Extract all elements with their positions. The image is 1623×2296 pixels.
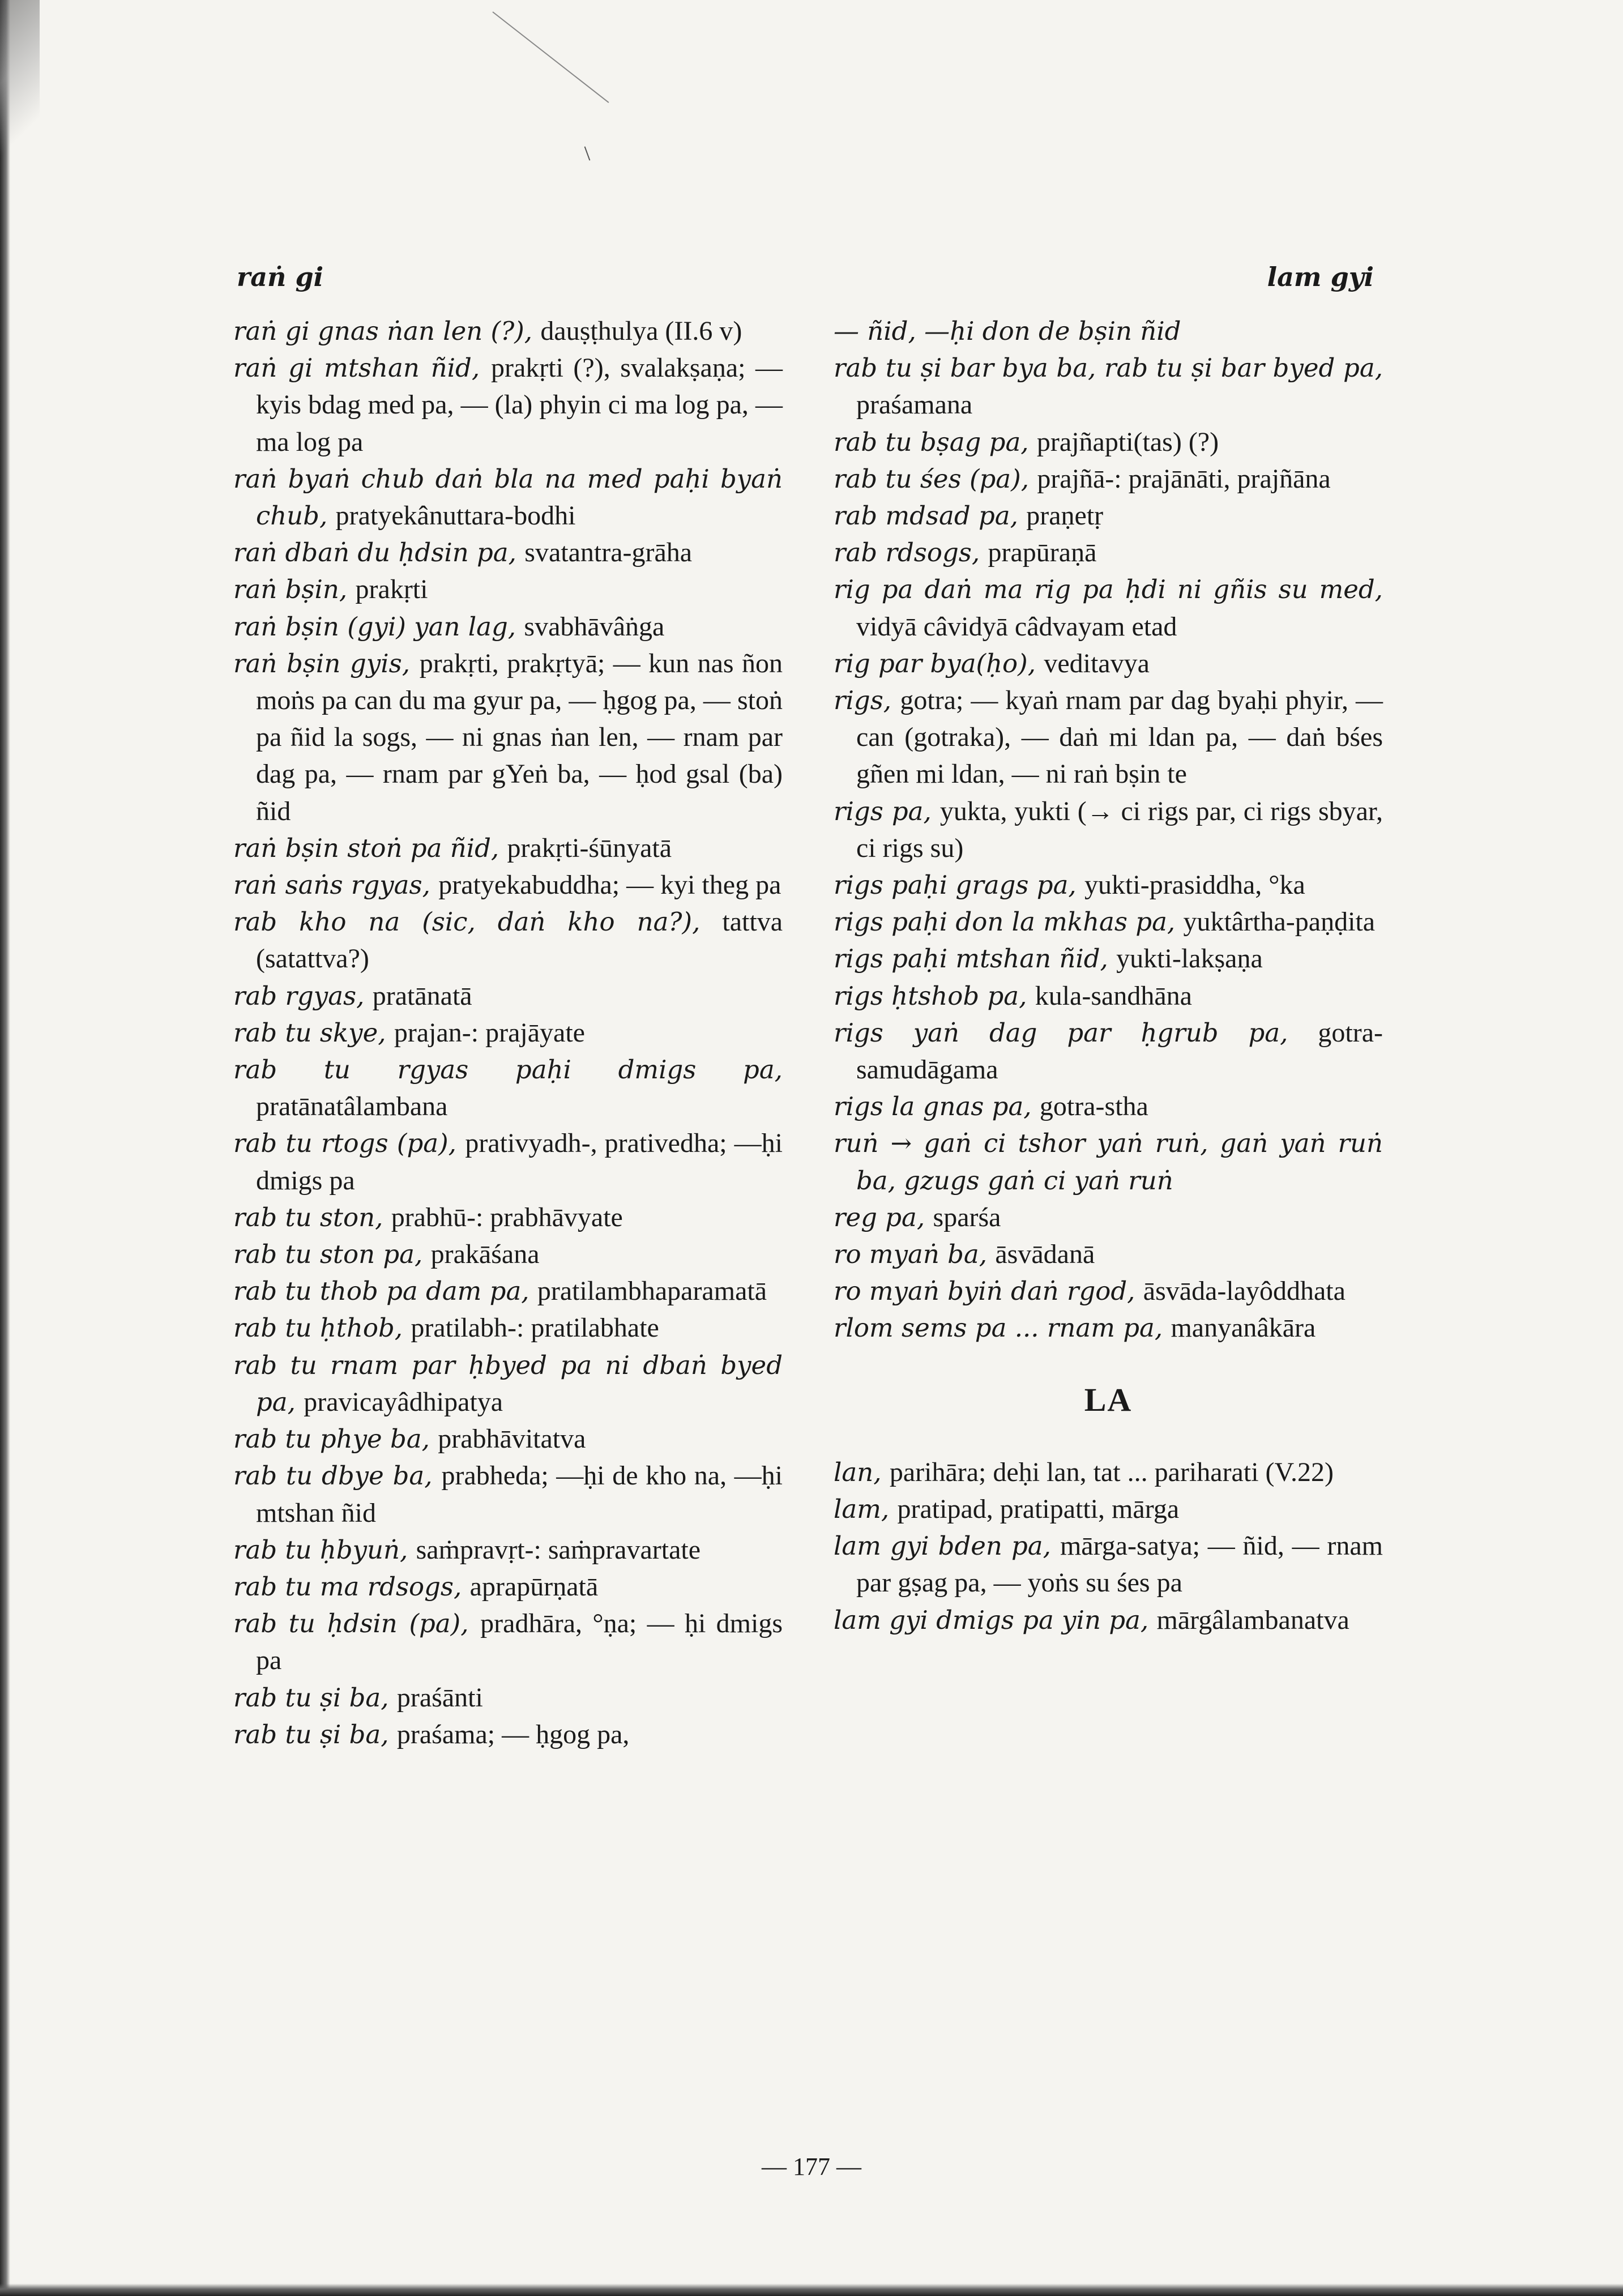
- dictionary-entry: [834, 978, 1383, 1014]
- dictionary-entry: [834, 497, 1383, 534]
- sanskrit-equivalent: pratyekânuttara-bodhi: [335, 501, 576, 531]
- tibetan-term: rigs yaṅ dag par ḥgrub pa,: [834, 1017, 1288, 1048]
- tibetan-term: rab tu dbye ba,: [233, 1461, 433, 1491]
- sanskrit-equivalent: praśama; — ḥgog pa,: [396, 1719, 630, 1749]
- sanskrit-equivalent: prakāśana: [430, 1239, 540, 1270]
- sanskrit-equivalent: dauṣṭhulya (II.6 v): [540, 316, 742, 346]
- sanskrit-equivalent: gotra; — kyaṅ rnam par dag byaḥi phyir, — can (gotraka), — daṅ mi ldan pa, — daṅ bśes gñen mi ldan, — ni raṅ bṣin te: [856, 685, 1383, 789]
- running-head-right: lam gyi: [1267, 262, 1374, 292]
- tibetan-term: lam gyi bden pa,: [834, 1531, 1051, 1561]
- tibetan-term: rab rdsogs,: [834, 537, 980, 568]
- sanskrit-equivalent: pratānatā: [372, 980, 472, 1011]
- tibetan-term: rigs paḥi mtshan ñid,: [834, 944, 1108, 974]
- dictionary-entry: [233, 1236, 783, 1273]
- tibetan-term: raṅ gi mtshan ñid,: [233, 353, 480, 383]
- dictionary-entry: [233, 1457, 783, 1531]
- dictionary-entry: [834, 349, 1383, 423]
- dictionary-entry: [233, 867, 783, 903]
- tibetan-term: — ñid, —ḥi don de bṣin ñid: [834, 316, 1181, 346]
- sanskrit-equivalent: prakṛti-śūnyatā: [507, 833, 672, 863]
- tibetan-term: rigs ḥtshob pa,: [834, 980, 1027, 1011]
- dictionary-entry: [233, 1273, 783, 1309]
- dictionary-entry: [233, 1014, 783, 1051]
- dictionary-entry: [233, 1125, 783, 1198]
- dictionary-entry: [233, 1568, 783, 1605]
- dictionary-entry: [834, 1602, 1383, 1638]
- tibetan-term: ruṅ → gaṅ ci tshor yaṅ ruṅ, gaṅ yaṅ ruṅ ba, gzugs gaṅ ci yaṅ ruṅ: [834, 1128, 1383, 1196]
- left-column: [233, 313, 783, 1753]
- tibetan-term: raṅ byaṅ chub daṅ bla na med paḥi byaṅ chub,: [233, 463, 783, 531]
- sanskrit-equivalent: prabhāvitatva: [438, 1424, 586, 1454]
- dictionary-entry: [834, 1088, 1383, 1125]
- sanskrit-equivalent: yukti-prasiddha, °ka: [1084, 870, 1305, 901]
- page-number: — 177 —: [762, 2153, 861, 2180]
- tibetan-term: raṅ gi gnas ṅan len (?),: [233, 316, 533, 346]
- sanskrit-equivalent: gotra-stha: [1039, 1091, 1148, 1122]
- tibetan-term: rab mdsad pa,: [834, 501, 1018, 531]
- sanskrit-equivalent: prapūraṇā: [988, 537, 1097, 568]
- sanskrit-equivalent: prakṛti (?), svalakṣaṇa; — kyis bdag med pa, — (la) phyin ci ma log pa, — ma log pa: [256, 353, 783, 457]
- sanskrit-equivalent: pratipad, pratipatti, mārga: [897, 1493, 1180, 1524]
- dictionary-entry: [233, 349, 783, 460]
- dictionary-entry: [233, 645, 783, 830]
- tibetan-term: rab tu rnam par ḥbyed pa ni dbaṅ byed pa,: [233, 1350, 783, 1417]
- dictionary-entry: [233, 830, 783, 867]
- tibetan-term: reg pa,: [834, 1202, 925, 1232]
- tibetan-term: rab rgyas,: [233, 980, 365, 1011]
- tibetan-term: rab tu bṣag pa,: [834, 426, 1029, 457]
- dictionary-entry: [233, 1531, 783, 1568]
- tibetan-term: rab tu ston,: [233, 1202, 383, 1232]
- tibetan-term: raṅ saṅs rgyas,: [233, 870, 430, 901]
- tibetan-term: rab tu śes (pa),: [834, 463, 1029, 494]
- tibetan-term: rab tu phye ba,: [233, 1424, 430, 1454]
- tibetan-term: rigs paḥi don la mkhas pa,: [834, 907, 1176, 937]
- tibetan-term: rab tu ḥbyuṅ,: [233, 1534, 408, 1565]
- tibetan-term: rab tu ṣi bar bya ba, rab tu ṣi bar byed pa,: [834, 353, 1383, 383]
- dictionary-entry: [834, 534, 1383, 571]
- dictionary-entry: [834, 1273, 1383, 1309]
- tibetan-term: rab tu thob pa dam pa,: [233, 1276, 529, 1307]
- dictionary-entry: [233, 1051, 783, 1125]
- tibetan-term: rab tu rgyas paḥi dmigs pa,: [233, 1055, 783, 1085]
- tibetan-term: rigs pa,: [834, 796, 932, 826]
- tibetan-term: rigs la gnas pa,: [834, 1091, 1032, 1122]
- dictionary-entry: [233, 1679, 783, 1716]
- dictionary-entry: [834, 1125, 1383, 1198]
- dictionary-entry: [834, 1454, 1383, 1491]
- tibetan-term: ro myaṅ byiṅ daṅ rgod,: [834, 1276, 1135, 1307]
- tibetan-term: ro myaṅ ba,: [834, 1239, 988, 1270]
- tibetan-term: raṅ bṣin gyis,: [233, 648, 411, 678]
- tibetan-term: lan,: [834, 1457, 882, 1487]
- tibetan-term: raṅ dbaṅ du ḥdsin pa,: [233, 537, 516, 568]
- tibetan-term: rigs paḥi grags pa,: [834, 870, 1077, 901]
- sanskrit-equivalent: svatantra-grāha: [524, 537, 693, 568]
- tibetan-term: rab tu ṣi ba,: [233, 1682, 389, 1713]
- right-column: [834, 313, 1383, 1638]
- sanskrit-equivalent: svabhāvâṅga: [524, 611, 665, 642]
- sanskrit-equivalent: saṁpravṛt-: saṁpravartate: [416, 1534, 701, 1565]
- sanskrit-equivalent: mārgâlambanatva: [1156, 1604, 1349, 1635]
- sanskrit-equivalent: kula-sandhāna: [1035, 980, 1192, 1011]
- dictionary-entry: [233, 608, 783, 645]
- dictionary-entry: [834, 313, 1383, 349]
- dictionary-entry: [834, 1527, 1383, 1601]
- sanskrit-equivalent: pratilabh-: pratilabhate: [411, 1313, 659, 1343]
- dictionary-entry: [834, 682, 1383, 793]
- sanskrit-equivalent: praśamana: [856, 390, 973, 420]
- dictionary-entry: [834, 1491, 1383, 1527]
- sanskrit-equivalent: āsvādanā: [995, 1239, 1095, 1270]
- sanskrit-equivalent: prajñā-: prajānāti, prajñāna: [1037, 463, 1331, 494]
- sanskrit-equivalent: pratānatâlambana: [256, 1091, 448, 1122]
- dictionary-entry: [233, 978, 783, 1014]
- tibetan-term: rab tu skye,: [233, 1017, 386, 1048]
- dictionary-entry: [233, 1309, 783, 1346]
- fold-tick: [584, 146, 591, 160]
- dictionary-entry: [834, 571, 1383, 645]
- tibetan-term: rig pa daṅ ma rig pa ḥdi ni gñis su med,: [834, 574, 1383, 605]
- tibetan-term: rig par bya(ḥo),: [834, 648, 1036, 678]
- scan-corner-shadow: [0, 0, 40, 170]
- sanskrit-equivalent: prativyadh-, prativedha; —ḥi dmigs pa: [256, 1128, 783, 1196]
- tibetan-term: rab tu ston pa,: [233, 1239, 423, 1270]
- tibetan-term: rab tu rtogs (pa),: [233, 1128, 456, 1159]
- tibetan-term: rlom sems pa ... rnam pa,: [834, 1313, 1163, 1343]
- sanskrit-equivalent: gotra-samudāgama: [856, 1017, 1383, 1085]
- right-column-r-entries: [834, 313, 1383, 1347]
- section-head-la: LA: [1084, 1381, 1133, 1418]
- tibetan-term: raṅ bṣin stoṅ pa ñid,: [233, 833, 499, 863]
- dictionary-entry: [834, 1199, 1383, 1236]
- sanskrit-equivalent: pradhāra, °ṇa; — ḥi dmigs pa: [256, 1608, 783, 1676]
- dictionary-entry: [233, 1420, 783, 1457]
- sanskrit-equivalent: vidyā câvidyā câdvayam etad: [856, 611, 1177, 642]
- sanskrit-equivalent: āsvāda-layôddhata: [1143, 1276, 1346, 1307]
- tibetan-term: lam gyi dmigs pa yin pa,: [834, 1604, 1149, 1635]
- sanskrit-equivalent: prajñapti(tas) (?): [1036, 426, 1219, 457]
- sanskrit-equivalent: aprapūrṇatā: [469, 1571, 599, 1602]
- tibetan-term: raṅ bṣin,: [233, 574, 348, 605]
- sanskrit-equivalent: tattva (satattva?): [256, 907, 783, 974]
- tibetan-term: lam,: [834, 1493, 890, 1524]
- dictionary-entry: [834, 903, 1383, 940]
- dictionary-entry: [233, 534, 783, 571]
- dictionary-entry: [233, 1347, 783, 1420]
- sanskrit-equivalent: veditavya: [1044, 648, 1150, 678]
- dictionary-entry: [233, 1199, 783, 1236]
- fold-mark: [492, 11, 609, 103]
- tibetan-term: rab tu ṣi ba,: [233, 1719, 389, 1749]
- scan-edge-bottom: [0, 2284, 1623, 2296]
- sanskrit-equivalent: prabhū-: prabhāvyate: [391, 1202, 623, 1232]
- tibetan-term: rab tu ma rdsogs,: [233, 1571, 462, 1602]
- sanskrit-equivalent: prakṛti, prakṛtyā; — kun nas ñon moṅs pa can du ma gyur pa, — ḥgog pa, — stoṅ pa ñid la sogs, — ni gnas ṅan len, — rnam par dag pa, — rnam par gYeṅ ba, — ḥod gsal (ba) ñid: [256, 648, 783, 826]
- dictionary-entry: [233, 571, 783, 608]
- tibetan-term: rab kho na (sic, daṅ kho na?),: [233, 907, 701, 937]
- dictionary-entry: [834, 1309, 1383, 1346]
- dictionary-entry: [233, 903, 783, 977]
- dictionary-entry: [834, 460, 1383, 497]
- sanskrit-equivalent: praśānti: [396, 1682, 483, 1713]
- scan-edge-left: [0, 0, 10, 2296]
- sanskrit-equivalent: pravicayâdhipatya: [304, 1386, 503, 1417]
- dictionary-entry: [834, 793, 1383, 867]
- sanskrit-equivalent: pratyekabuddha; — kyi theg pa: [438, 870, 781, 901]
- dictionary-entry: [834, 940, 1383, 977]
- sanskrit-equivalent: manyanâkāra: [1171, 1313, 1316, 1343]
- tibetan-term: rab tu ḥthob,: [233, 1313, 403, 1343]
- sanskrit-equivalent: mārga-satya; — ñid, — rnam par gṣag pa, — yoṅs su śes pa: [856, 1531, 1383, 1598]
- tibetan-term: rigs,: [834, 685, 892, 716]
- right-column-la-entries: [834, 1454, 1383, 1638]
- tibetan-term: rab tu ḥdsin (pa),: [233, 1608, 469, 1639]
- dictionary-entry: [233, 460, 783, 534]
- dictionary-entry: [834, 1014, 1383, 1088]
- sanskrit-equivalent: yukta, yukti (→ ci rigs par, ci rigs sbyar, ci rigs su): [856, 796, 1383, 863]
- sanskrit-equivalent: prakṛti: [355, 574, 428, 605]
- sanskrit-equivalent: yukti-lakṣaṇa: [1116, 944, 1263, 974]
- dictionary-entry: [834, 1236, 1383, 1273]
- sanskrit-equivalent: yuktârtha-paṇḍita: [1183, 907, 1376, 937]
- sanskrit-equivalent: prabheda; —ḥi de kho na, —ḥi mtshan ñid: [256, 1461, 783, 1528]
- dictionary-entry: [233, 313, 783, 349]
- dictionary-entry: [834, 867, 1383, 903]
- sanskrit-equivalent: praṇetṛ: [1026, 501, 1104, 531]
- dictionary-entry: [834, 645, 1383, 682]
- running-head-left: raṅ gi: [237, 262, 324, 292]
- sanskrit-equivalent: prajan-: prajāyate: [394, 1017, 585, 1048]
- dictionary-entry: [233, 1605, 783, 1679]
- sanskrit-equivalent: parihāra; deḥi lan, tat ... pariharati (V.22): [889, 1457, 1334, 1487]
- sanskrit-equivalent: pratilambhaparamatā: [537, 1276, 767, 1307]
- tibetan-term: raṅ bṣin (gyi) yan lag,: [233, 611, 516, 642]
- sanskrit-equivalent: sparśa: [933, 1202, 1001, 1232]
- dictionary-entry: [233, 1716, 783, 1753]
- dictionary-entry: [834, 424, 1383, 460]
